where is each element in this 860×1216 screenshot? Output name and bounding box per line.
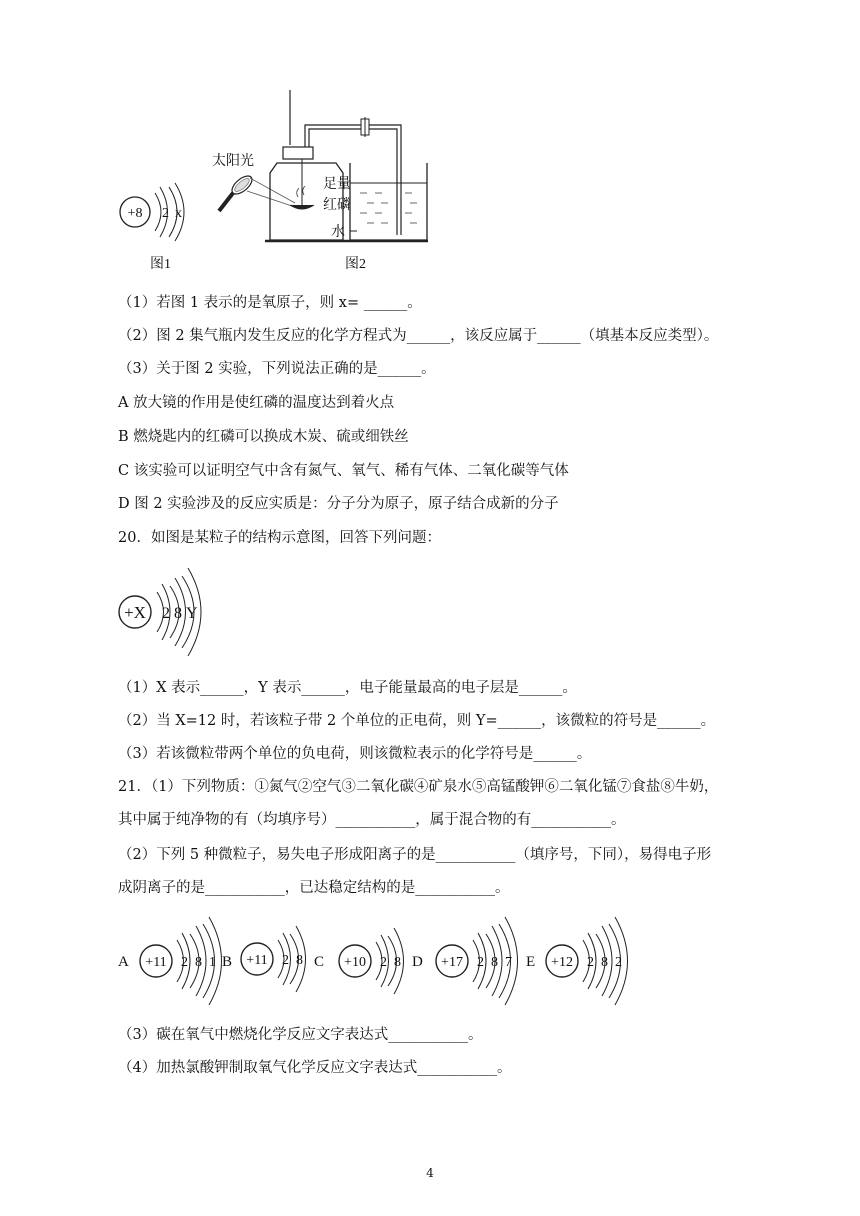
atom1-shell2: x (175, 206, 182, 221)
particle-d-shell2: 8 (491, 955, 498, 970)
q21-line5: （3）碳在氧气中燃烧化学反应文字表达式___________。 (118, 1027, 483, 1043)
particle-a-shell1: 2 (181, 955, 188, 970)
particle-c-letter: C (314, 954, 325, 970)
q19-sub1: （1）若图 1 表示的是氧原子，则 x= ______。 (118, 295, 422, 311)
particle-e-nucleus: +12 (551, 955, 573, 970)
caption-fig2: 图2 (345, 257, 366, 272)
caption-fig1: 图1 (150, 257, 171, 272)
particle-d-shell1: 2 (477, 955, 484, 970)
q21-line3: （2）下列 5 种微粒子，易失电子形成阳离子的是___________（填序号，下同），易得电子形 (118, 847, 712, 863)
particle-c-shell2: 8 (394, 955, 401, 970)
q19-option-c: C 该实验可以证明空气中含有氮气、氧气、稀有气体、二氧化碳等气体 (118, 463, 569, 479)
particle-d-shell3: 7 (505, 955, 512, 970)
particle-c-shell1: 2 (380, 955, 387, 970)
q21-line1: 21．（1）下列物质：①氮气②空气③二氧化碳④矿泉水⑤高锰酸钾⑥二氧化锰⑦食盐⑧牛奶， (118, 779, 719, 795)
particle-a-shell3: 1 (209, 955, 216, 970)
q19-option-a: A 放大镜的作用是使红磷的温度达到着火点 (118, 395, 395, 411)
q20-nucleus: +X (124, 603, 146, 622)
particle-e (526, 917, 628, 1005)
q19-option-b: B 燃烧匙内的红磷可以换成木炭、硫或细铁丝 (118, 429, 409, 445)
q20-shell1: 2 (162, 605, 170, 622)
particle-b (222, 926, 306, 992)
q20-atom-diagram (112, 562, 222, 662)
particle-b-letter: B (222, 954, 233, 970)
q19-sub3: （3）关于图 2 实验，下列说法正确的是______。 (118, 361, 436, 377)
figure-experiment (105, 85, 435, 275)
label-water: 水 (331, 225, 345, 240)
q21-line2: 其中属于纯净物的有（均填序号）___________，属于混合物的有___________。 (118, 812, 626, 828)
particle-a-shell2: 8 (195, 955, 202, 970)
particle-c-nucleus: +10 (344, 955, 366, 970)
q20-sub1: （1）X 表示______，Y 表示______，电子能量最高的电子层是______。 (118, 680, 577, 696)
beaker (350, 163, 427, 240)
gas-bottle (270, 90, 343, 240)
q21-particle-diagrams (112, 908, 652, 1008)
q20-sub3: （3）若该微粒带两个单位的负电荷，则该微粒表示的化学符号是______。 (118, 746, 592, 762)
q19-sub2: （2）图 2 集气瓶内发生反应的化学方程式为______，该反应属于______（填基本反应类型）。 (118, 328, 719, 344)
q21-line4: 成阴离子的是___________，已达稳定结构的是___________。 (118, 880, 510, 896)
particle-b-nucleus: +11 (246, 953, 268, 968)
particle-b-shell2: 8 (296, 953, 303, 968)
atom-diagram-fig1 (120, 183, 184, 241)
particle-e-shell1: 2 (587, 955, 594, 970)
q20-sub2: （2）当 X=12 时，若该粒子带 2 个单位的正电荷，则 Y=______，该微粒的符号是______。 (118, 713, 716, 729)
q20-stem: 20．如图是某粒子的结构示意图，回答下列问题： (118, 530, 441, 546)
label-enough: 足量 (323, 177, 351, 192)
connecting-tube (305, 117, 401, 235)
q20-shell3: Y (186, 605, 198, 622)
particle-d-letter: D (412, 954, 423, 970)
particle-e-shell3: 2 (615, 955, 622, 970)
q19-option-d: D 图 2 实验涉及的反应实质是：分子分为原子，原子结合成新的分子 (118, 496, 559, 512)
particle-a-nucleus: +11 (145, 955, 167, 970)
page-number: 4 (426, 1166, 434, 1180)
particle-e-letter: E (526, 954, 536, 970)
label-sun: 太阳光 (212, 154, 254, 169)
particle-a (118, 917, 222, 1005)
atom1-shell1: 2 (162, 206, 169, 221)
particle-c (314, 928, 404, 994)
label-red-phosphorus: 红磷 (323, 198, 351, 213)
particle-e-shell2: 8 (601, 955, 608, 970)
magnifying-glass-icon (219, 173, 295, 211)
q21-line6: （4）加热氯酸钾制取氧气化学反应文字表达式___________。 (118, 1060, 512, 1076)
particle-b-shell1: 2 (282, 953, 289, 968)
particle-d-nucleus: +17 (441, 955, 463, 970)
particle-a-letter: A (118, 954, 129, 970)
atom1-nucleus: +8 (127, 206, 143, 221)
q20-shell2: 8 (174, 605, 182, 622)
particle-d (412, 917, 518, 1005)
